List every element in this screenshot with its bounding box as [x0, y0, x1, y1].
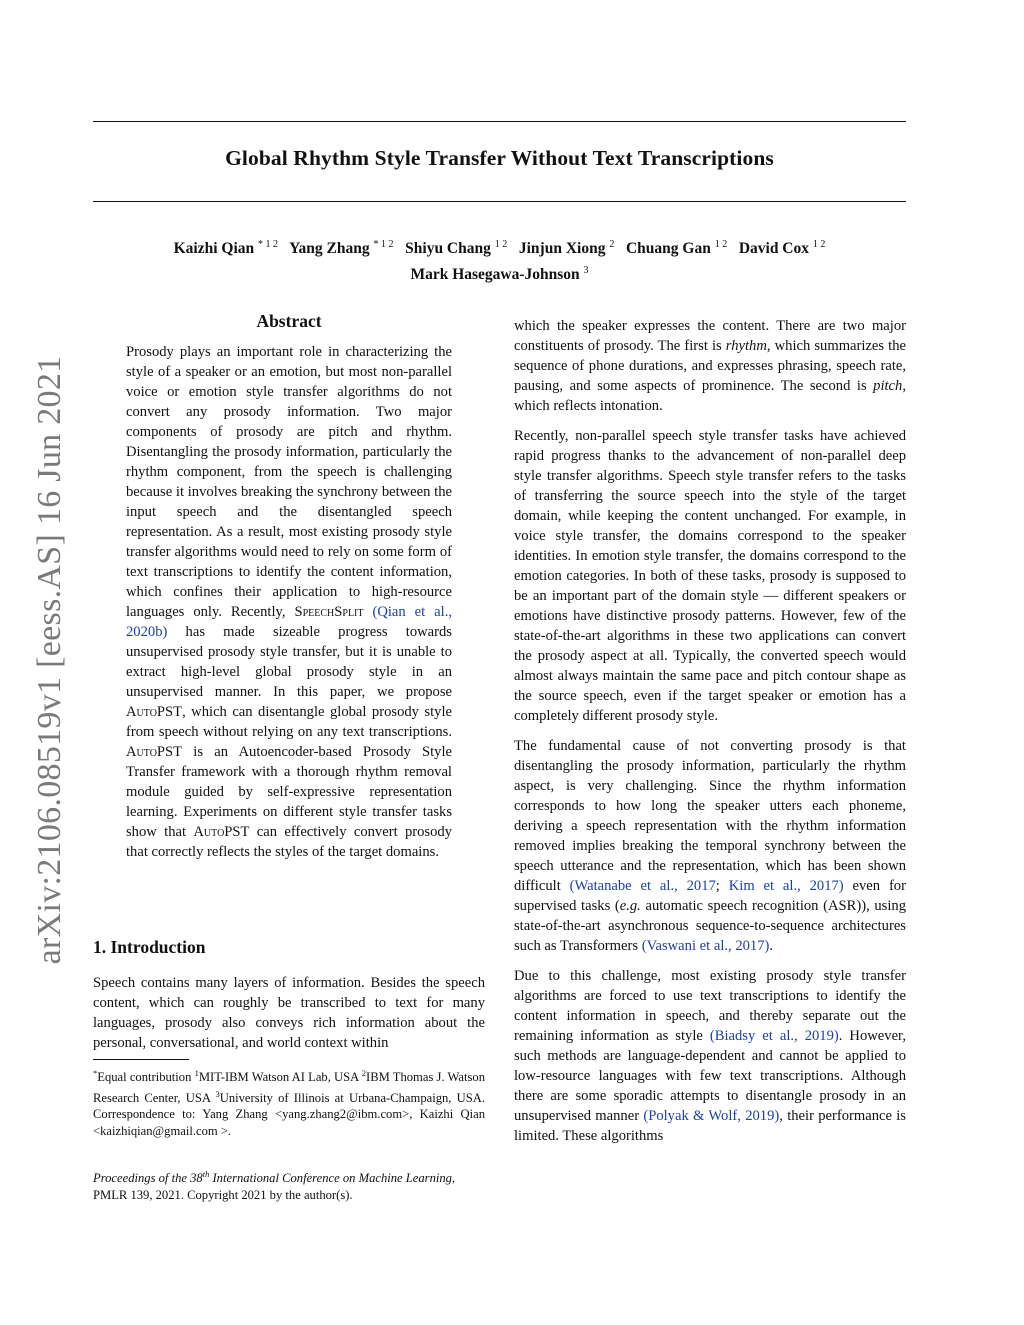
paragraph — [514, 966, 906, 1146]
text-run: , which summarizes the sequence of phone durations, and expresses phrasing, speech rate, pausing, and some aspects of prominence. The second is — [514, 338, 906, 394]
emphasis: pitch — [873, 378, 903, 394]
author-affiliation: 1 2 — [494, 239, 508, 250]
paragraph — [514, 316, 906, 416]
abstract-text: Prosody plays an important role in characterizing the style of a speaker or an emotion, but most non-parallel voice or emotion style transfer algorithms do not convert any prosody information. Two major components of prosody are pitch and rhythm. Disentangling the prosody information, particularly the rhythm component, from the speech is challenging because it involves breaking the synchrony between the input speech and the disentangled speech representation. As a result, most existing prosody style transfer algorithms would need to rely on some form of text transcriptions to identify the content information, which confines their application to high-resource languages only. Recently, — [126, 344, 452, 620]
proceedings-prefix: Proceedings of the 38 — [93, 1171, 203, 1186]
speechsplit-name: SpeechSplit — [294, 604, 364, 620]
title-rule-bottom — [93, 201, 906, 202]
abstract-body — [126, 342, 452, 862]
proceedings-suffix: International Conference on Machine Learning — [209, 1171, 452, 1186]
text-run: The fundamental cause of not converting prosody is that disentangling the prosody information, particularly the rhythm aspect, is very challenging. Since the rhythm information corresponds to how long the speaker utters each phoneme, deriving a speech representation with the rhythm information removed implies breaking the temporal synchrony between the speech utterance and the representation, which has been shown difficult — [514, 738, 906, 894]
citation-link[interactable]: (Polyak & Wolf, 2019) — [643, 1108, 780, 1124]
text-run: , their performance is limited. These algorithms — [514, 1108, 906, 1144]
citation-link[interactable]: (Biadsy et al., 2019) — [709, 1028, 839, 1044]
text-run: . However, such methods are language-dependent and cannot be applied to low-resource languages with few text transcriptions. Although there are some sporadic attempts to disentangle prosody in an unsupervised manner — [514, 1028, 906, 1124]
author-affiliation: 3 — [583, 265, 589, 277]
abstract-text: , which can disentangle global prosody style from speech without relying on any text transcriptions. — [126, 704, 452, 740]
author: Yang Zhang — [289, 240, 370, 258]
paper-title: Global Rhythm Style Transfer Without Text Transcriptions — [225, 146, 774, 170]
proceedings-note — [93, 1166, 485, 1203]
citation-link[interactable]: (Qian et al., 2020b) — [126, 604, 452, 640]
footnote-aff1: MIT-IBM Watson AI Lab, USA — [198, 1070, 359, 1085]
author-affiliation: 1 2 — [714, 239, 728, 250]
footnote-rule — [93, 1059, 189, 1060]
footnote-correspondence: Correspondence to: Yang Zhang <yang.zhang2@ibm.com>, Kaizhi Qian <kaizhiqian@gmail.com >. — [93, 1107, 485, 1138]
text-run: even for supervised tasks ( — [514, 878, 906, 914]
text-run: . — [769, 938, 774, 954]
section-heading: 1. Introduction — [93, 937, 206, 957]
footnote-equal: Equal contribution — [97, 1070, 192, 1085]
author: Shiyu Chang — [405, 240, 491, 258]
text-run: ; — [715, 878, 729, 894]
abstract-heading: Abstract — [256, 311, 322, 331]
abstract-text: can effectively convert prosody that correctly reflects the styles of the target domains. — [126, 824, 452, 860]
author: Jinjun Xiong — [518, 240, 606, 258]
paragraph — [514, 736, 906, 956]
author-affiliation: * 1 2 — [373, 239, 394, 250]
autopst-name: AutoPST — [126, 744, 183, 760]
footnote-aff2: IBM Thomas J. Watson Research Center, USA — [93, 1070, 486, 1105]
author-affiliation: * 1 2 — [258, 239, 279, 250]
proceedings-th: th — [202, 1169, 210, 1179]
footnote-aff3: University of Illinois at Urbana-Champaign, USA. — [219, 1090, 485, 1105]
proceedings-rest: , PMLR 139, 2021. Copyright 2021 by the author(s). — [93, 1171, 456, 1202]
autopst-name: AutoPST — [126, 704, 183, 720]
emphasis: rhythm — [725, 338, 767, 354]
autopst-name: AutoPST — [193, 824, 250, 840]
abstract-text: has made sizeable progress towards unsupervised prosody style transfer, but it is unable to extract high-level global prosody style in an unsupervised manner. In this paper, we propose — [126, 624, 452, 700]
author-list — [93, 234, 906, 286]
right-column — [514, 316, 906, 1156]
author: Chuang Gan — [625, 240, 711, 258]
citation-link[interactable]: (Vaswani et al., 2017) — [641, 938, 770, 954]
intro-paragraph: Speech contains many layers of information. Besides the speech content, which can roughly be transcribed to text for many languages, prosody also conveys rich information about the personal, conversational, and world context within — [93, 975, 485, 1051]
author: David Cox — [738, 240, 810, 258]
author-affiliation: 2 — [609, 239, 615, 250]
text-run: , which reflects intonation. — [514, 378, 906, 414]
text-run: which the speaker expresses the content. There are two major constituents of prosody. The first is — [514, 318, 906, 354]
footnote: *Equal contribution $^1$MIT-IBM Watson AI Lab, USA $^2$IBM Thomas J. Watson Research Center, USA $^3$University of Illinois at Urbana-Champaign, USA. Correspondence to: Yang Zhang <yang.zhang2@ibm.com>, Kaizhi Qian <kaizhiqian@gmail.com >. — [93, 1068, 486, 1138]
arxiv-stamp: arXiv:2106.08519v1 [eess.AS] 16 Jun 2021 — [31, 355, 68, 965]
text-run: Due to this challenge, most existing prosody style transfer algorithms are forced to use text transcriptions to identify the content information in speech, and thereby separate out the remaining information as style — [514, 968, 906, 1044]
text-run: automatic speech recognition (ASR)), using state-of-the-art asynchronous sequence-to-sequence architectures such as Transformers — [514, 898, 906, 954]
author: Mark Hasegawa-Johnson — [410, 266, 580, 284]
emphasis: e.g. — [619, 898, 641, 914]
author: Kaizhi Qian — [173, 240, 255, 258]
citation-link[interactable]: Kim et al., 2017) — [728, 878, 844, 894]
author-affiliation: 1 2 — [812, 239, 826, 250]
abstract-text: is an Autoencoder-based Prosody Style Transfer framework with a thorough rhythm removal module guided by self-expressive representation learning. Experiments on different style transfer tasks show that — [126, 744, 452, 840]
paragraph: Recently, non-parallel speech style transfer tasks have achieved rapid progress thanks to the advancement of non-parallel deep style transfer algorithms. Speech style transfer refers to the tasks of transferring the source speech into the style of the target domain, while keeping the content unchanged. For example, in voice style transfer, the domains correspond to the speaker identities. In emotion style transfer, the domains correspond to the emotion categories. In both of these tasks, prosody is supposed to be an important part of the domain style — different speakers or emotions have distinctive prosody patterns. However, few of the state-of-the-art algorithms in these two applications can convert the prosody aspect at all. Typically, the converted speech would almost always maintain the same pace and pitch contour shape as the source speech, even if the target speaker or emotion has a completely different prosody style. — [514, 428, 906, 724]
title-rule-top — [93, 121, 906, 122]
citation-link[interactable]: (Watanabe et al., 2017 — [569, 878, 716, 894]
